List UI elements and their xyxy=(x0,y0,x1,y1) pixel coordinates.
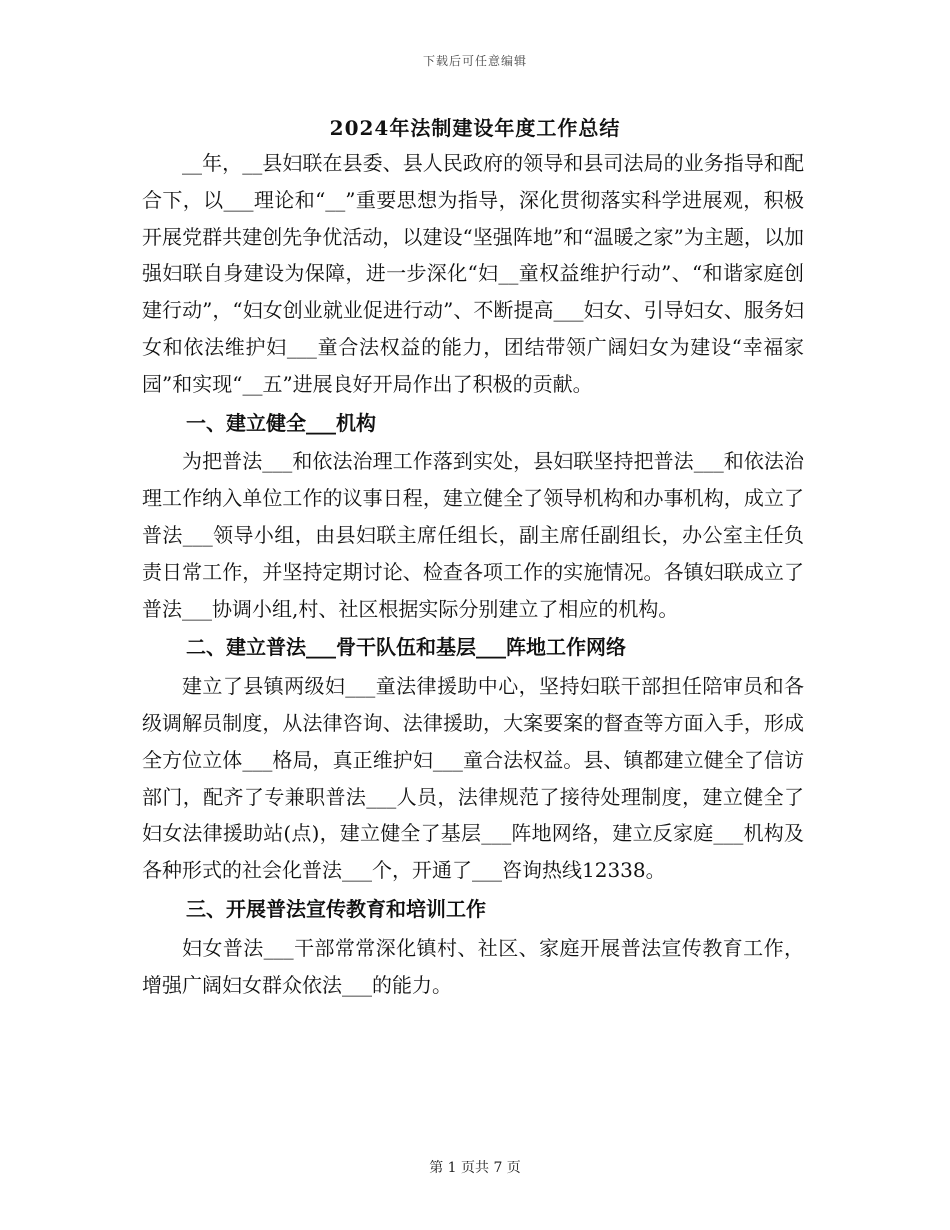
page-number: 第 1 页共 7 页 xyxy=(429,1160,521,1176)
header-note: 下载后可任意编辑 xyxy=(422,54,527,68)
section-heading-3: 三、开展普法宣传教育和培训工作 xyxy=(186,896,486,921)
section-paragraph-2: 建立了县镇两级妇___童法律援助中心，坚持妇联干部担任陪审员和各级调解员制度，从法律咨询、法律援助，大案要案的督查等方面入手，形成全方位立体___格局，真正维护妇___童合法权益。县、镇都建立健全了信访部门，配齐了专兼职普法___人员，法律规范了接待处理制度，建立健全了妇女法律援助站(点)，建立健全了基层___阵地网络，建立反家庭___机构及各种形式的社会化普法___个，开通了___咨询热线12338。 xyxy=(142,674,804,883)
document-title: 2024年法制建设年度工作总结 xyxy=(329,116,621,140)
section-heading-1: 一、建立健全___机构 xyxy=(186,410,376,435)
intro-paragraph: __年，__县妇联在县委、县人民政府的领导和县司法局的业务指导和配合下，以___理论和“__”重要思想为指导，深化贯彻落实科学进展观，积极开展党群共建创先争优活动，以建设“坚强阵地”和“温暖之家”为主题，以加强妇联自身建设为保障，进一步深化“妇__童权益维护行动”、“和谐家庭创建行动”，“妇女创业就业促进行动”、不断提高___妇女、引导妇女、服务妇女和依法维护妇___童合法权益的能力，团结带领广阔妇女为建设“幸福家园”和实现“__五”进展良好开局作出了积极的贡献。 xyxy=(142,151,804,396)
section-paragraph-1: 为把普法___和依法治理工作落到实处，县妇联坚持把普法___和依法治理工作纳入单位工作的议事日程，建立健全了领导机构和办事机构，成立了普法___领导小组，由县妇联主席任组长，副主席任副组长，办公室主任负责日常工作，并坚持定期讨论、检查各项工作的实施情况。各镇妇联成立了普法___协调小组,村、社区根据实际分别建立了相应的机构。 xyxy=(142,449,804,621)
section-heading-2: 二、建立普法___骨干队伍和基层___阵地工作网络 xyxy=(186,635,626,660)
section-paragraph-3: 妇女普法___干部常常深化镇村、社区、家庭开展普法宣传教育工作，增强广阔妇女群众依法___的能力。 xyxy=(142,935,804,997)
document-body xyxy=(142,145,804,1003)
